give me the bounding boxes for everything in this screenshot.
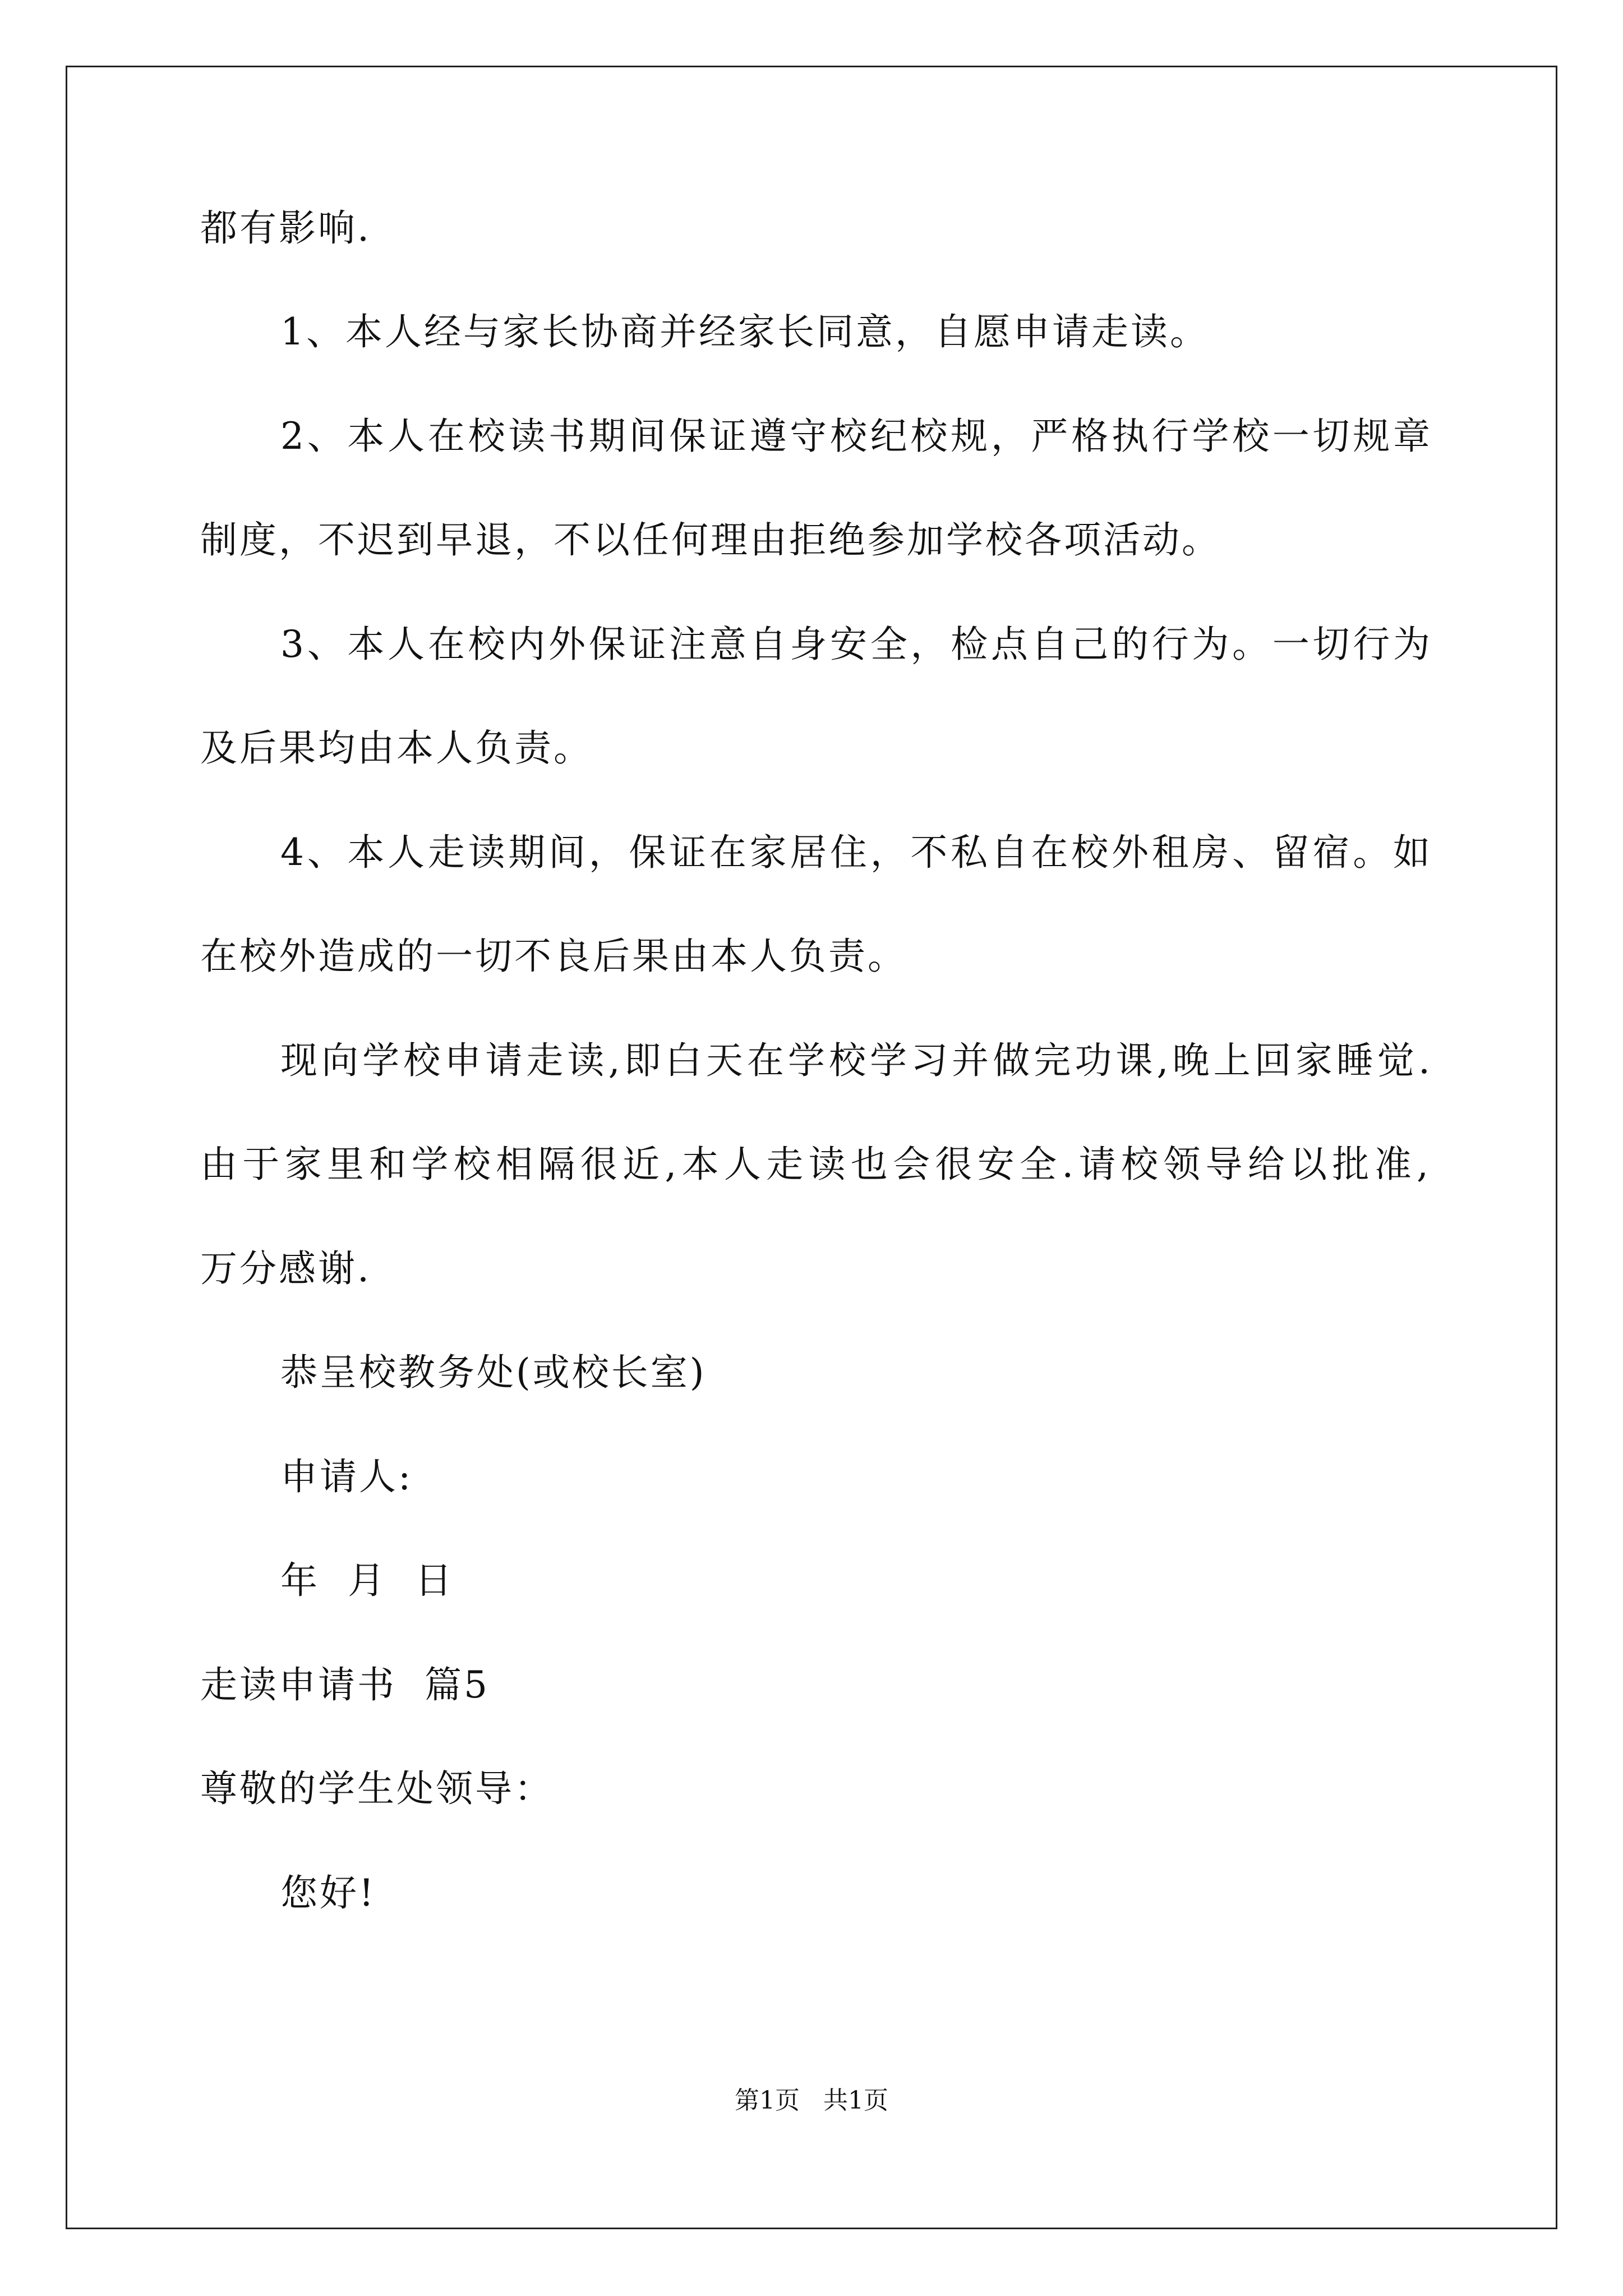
- request-paragraph-line-1: 现向学校申请走读,即白天在学校学习并做完功课,晚上回家睡觉.: [280, 1039, 1430, 1082]
- item-4-line-2: 在校外造成的一切不良后果由本人负责。: [200, 935, 907, 978]
- item-3-line-2: 及后果均由本人负责。: [200, 726, 593, 770]
- greeting: 您好!: [280, 1871, 376, 1915]
- item-3-line-1: 3、本人在校内外保证注意自身安全，检点自己的行为。一切行为: [280, 623, 1430, 666]
- salutation: 尊敬的学生处领导：: [200, 1767, 554, 1810]
- item-2-line-2: 制度，不迟到早退，不以任何理由拒绝参加学校各项活动。: [200, 518, 1221, 562]
- item-1: 1、本人经与家长协商并经家长同意，自愿申请走读。: [280, 310, 1209, 353]
- date-line: 年 月 日: [280, 1559, 454, 1602]
- item-4-line-1: 4、本人走读期间，保证在家居住，不私自在校外租房、留宿。如: [280, 831, 1430, 874]
- request-paragraph-line-2: 由于家里和学校相隔很近,本人走读也会很安全.请校领导给以批准,: [200, 1143, 1428, 1186]
- page-footer: 第1页 共1页: [735, 2086, 888, 2115]
- applicant-line: 申请人:: [280, 1455, 413, 1498]
- recipient-line: 恭呈校教务处(或校长室): [280, 1351, 707, 1394]
- text-line: 都有影响.: [200, 206, 371, 250]
- item-2-line-1: 2、本人在校读书期间保证遵守校纪校规，严格执行学校一切规章: [280, 415, 1430, 458]
- section-heading: 走读申请书 篇5: [200, 1663, 490, 1706]
- request-paragraph-line-3: 万分感谢.: [200, 1247, 371, 1290]
